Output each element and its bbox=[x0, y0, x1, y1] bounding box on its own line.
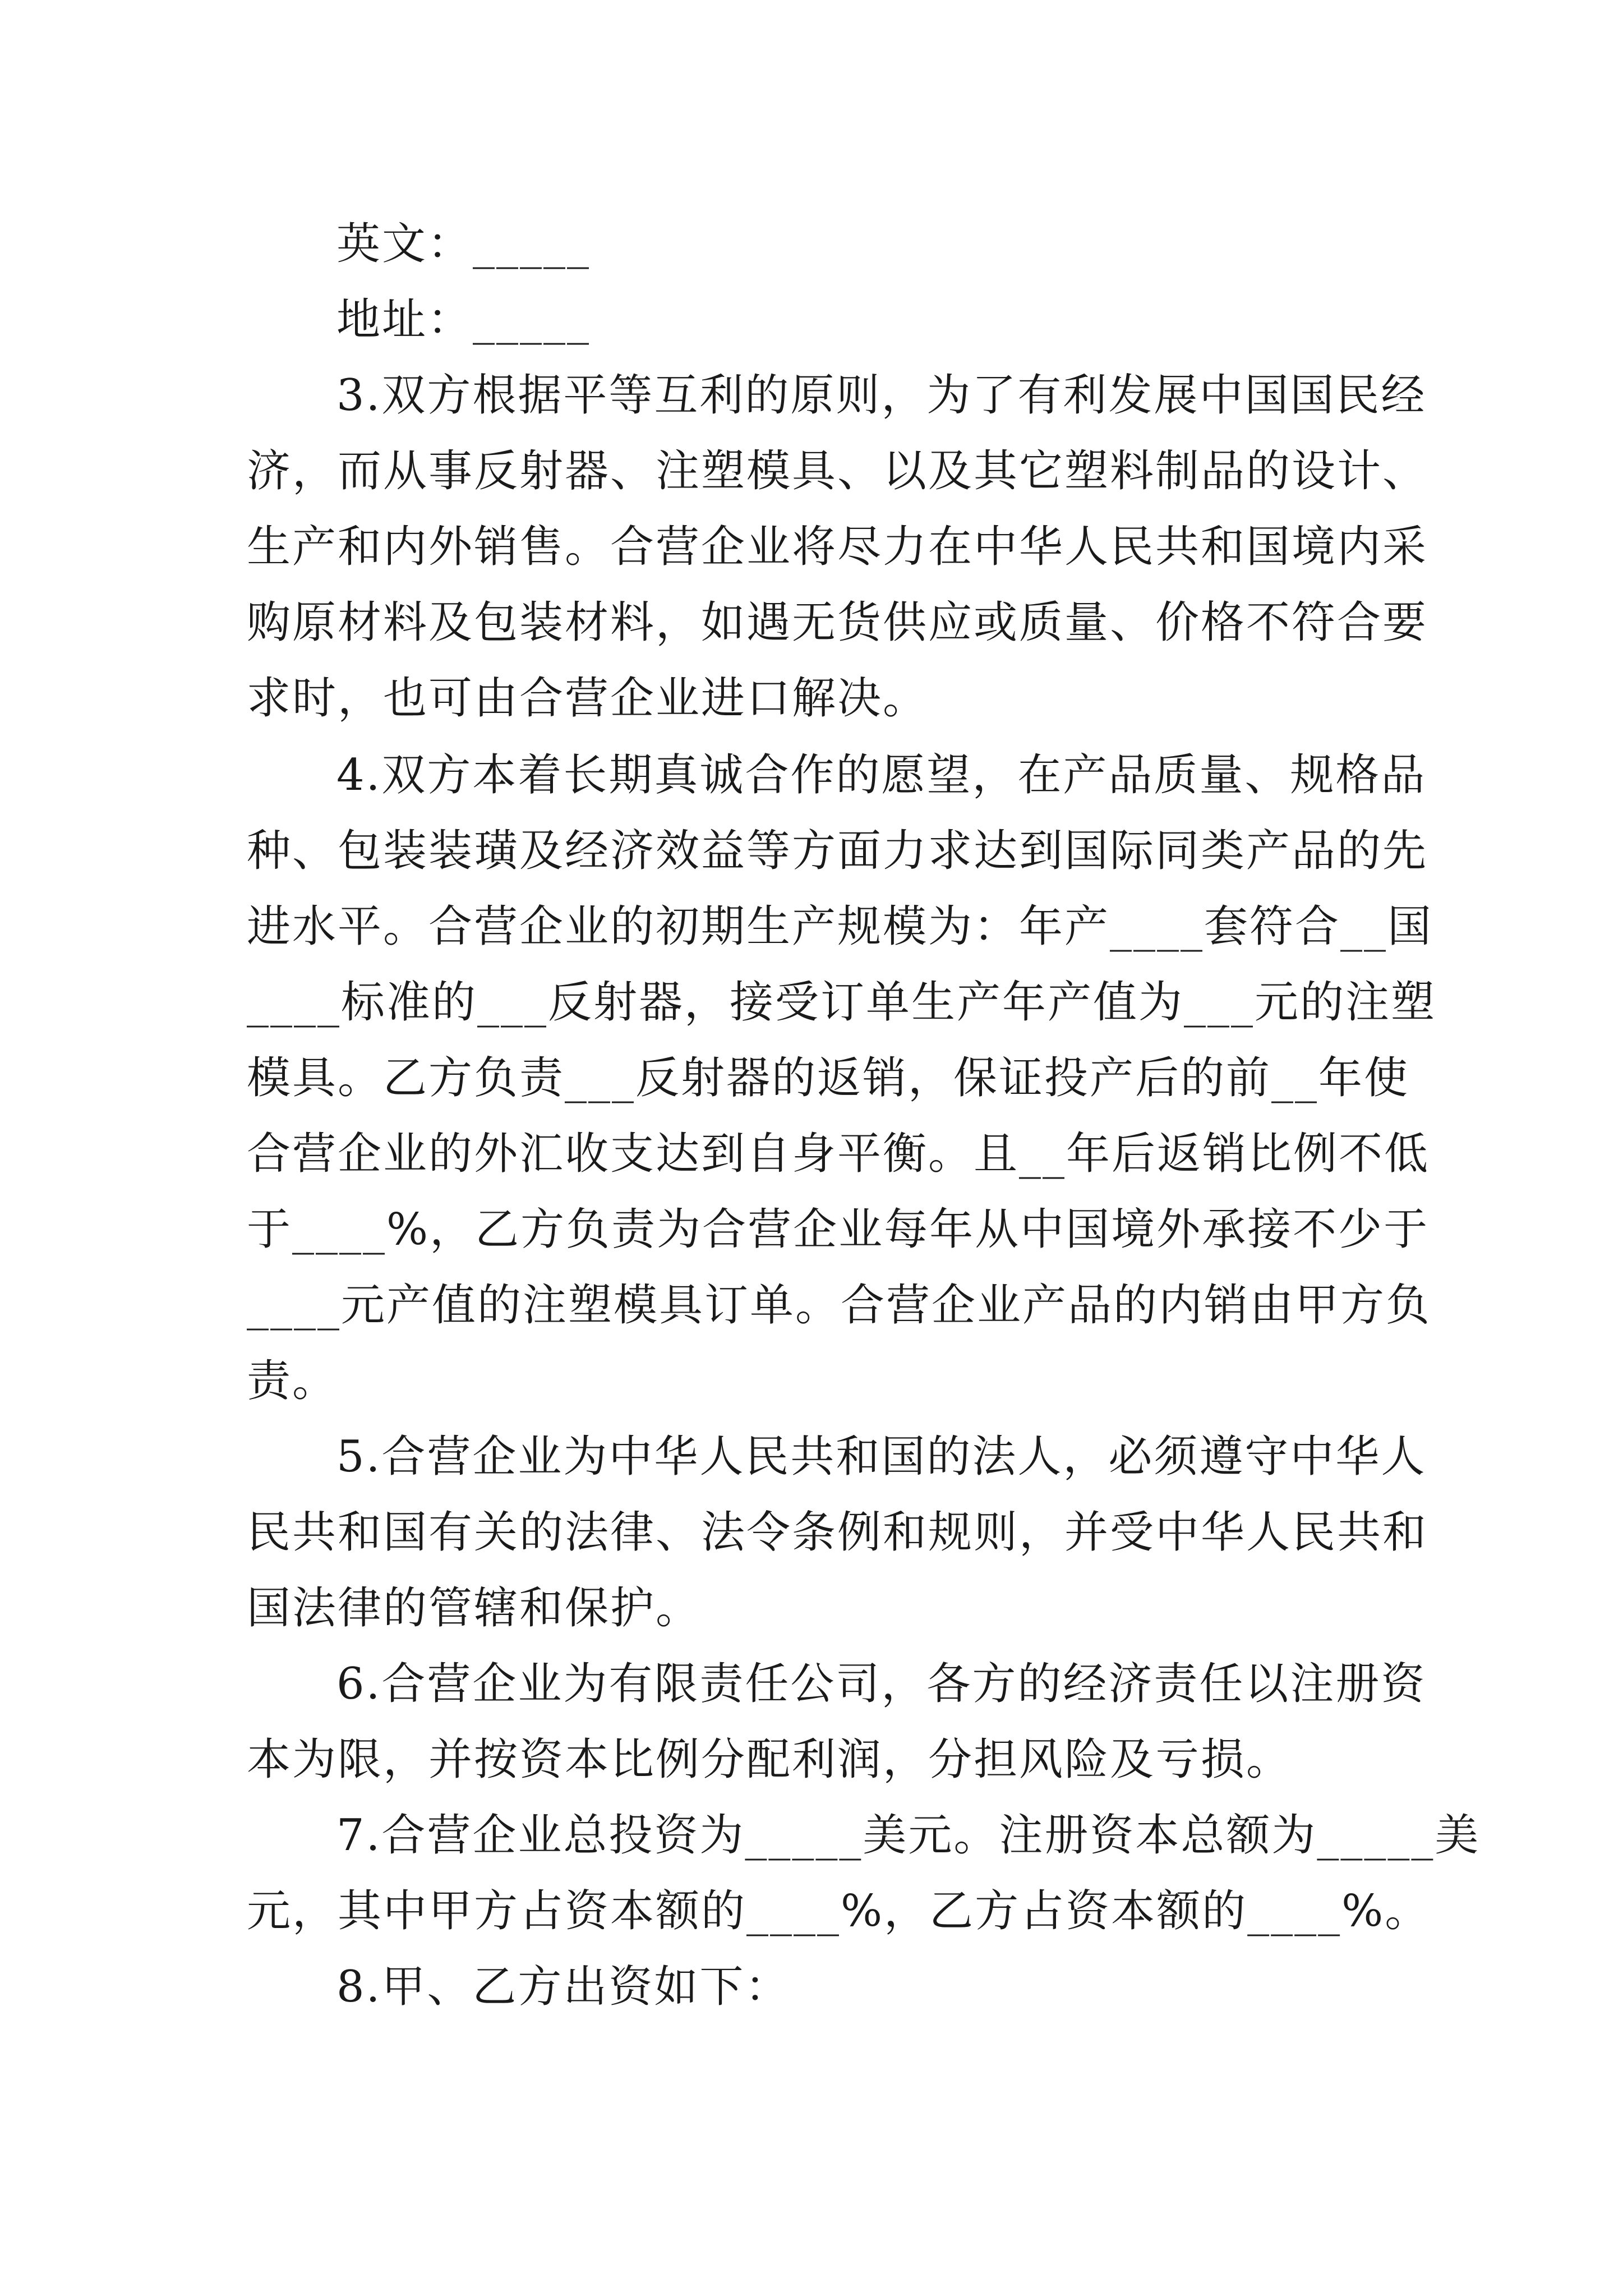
text-line-clause-3-3: 生产和内外销售。合营企业将尽力在中华人民共和国境内采 bbox=[247, 522, 1428, 572]
text-line-address: 地址：_____ bbox=[336, 295, 591, 345]
text-line-clause-5-2: 民共和国有关的法律、法令条例和规则，并受中华人民共和 bbox=[247, 1507, 1428, 1558]
text-line-clause-3-2: 济，而从事反射器、注塑模具、以及其它塑料制品的设计、 bbox=[247, 446, 1428, 496]
text-line-clause-7-2: 元，其中甲方占资本额的____%，乙方占资本额的____%。 bbox=[247, 1886, 1431, 1936]
text-line-clause-4-8: ____元产值的注塑模具订单。合营企业产品的内销由甲方负 bbox=[247, 1280, 1432, 1331]
text-line-clause-4-2: 种、包装装璜及经济效益等方面力求达到国际同类产品的先 bbox=[247, 826, 1428, 876]
text-line-clause-4-6: 合营企业的外汇收支达到自身平衡。且__年后返销比例不低 bbox=[247, 1129, 1430, 1179]
text-line-clause-3-1: 3.双方根据平等互利的原则，为了有利发展中国国民经 bbox=[336, 370, 1427, 421]
text-line-clause-4-3: 进水平。合营企业的初期生产规模为：年产____套符合__国 bbox=[247, 901, 1433, 952]
text-line-clause-4-4: ____标准的___反射器，接受订单生产年产值为___元的注塑 bbox=[247, 977, 1437, 1028]
text-line-clause-5-3: 国法律的管辖和保护。 bbox=[247, 1583, 702, 1634]
text-line-english-name: 英文：_____ bbox=[336, 219, 591, 269]
text-line-clause-4-5: 模具。乙方负责___反射器的返销，保证投产后的前__年使 bbox=[247, 1053, 1410, 1103]
text-line-clause-4-9: 责。 bbox=[247, 1356, 338, 1406]
text-line-clause-3-5: 求时，也可由合营企业进口解决。 bbox=[247, 673, 929, 724]
text-line-clause-7-1: 7.合营企业总投资为_____美元。注册资本总额为_____美 bbox=[336, 1810, 1481, 1861]
text-line-clause-8: 8.甲、乙方出资如下： bbox=[336, 1962, 791, 2012]
text-line-clause-5-1: 5.合营企业为中华人民共和国的法人，必须遵守中华人 bbox=[336, 1432, 1427, 1482]
text-line-clause-3-4: 购原材料及包装材料，如遇无货供应或质量、价格不符合要 bbox=[247, 597, 1428, 648]
text-line-clause-6-2: 本为限，并按资本比例分配利润，分担风险及亏损。 bbox=[247, 1734, 1292, 1785]
text-line-clause-6-1: 6.合营企业为有限责任公司，各方的经济责任以注册资 bbox=[336, 1659, 1427, 1709]
text-line-clause-4-1: 4.双方本着长期真诚合作的愿望，在产品质量、规格品 bbox=[336, 750, 1427, 800]
text-line-clause-4-7: 于____%，乙方负责为合营企业每年从中国境外承接不少于 bbox=[247, 1204, 1430, 1255]
